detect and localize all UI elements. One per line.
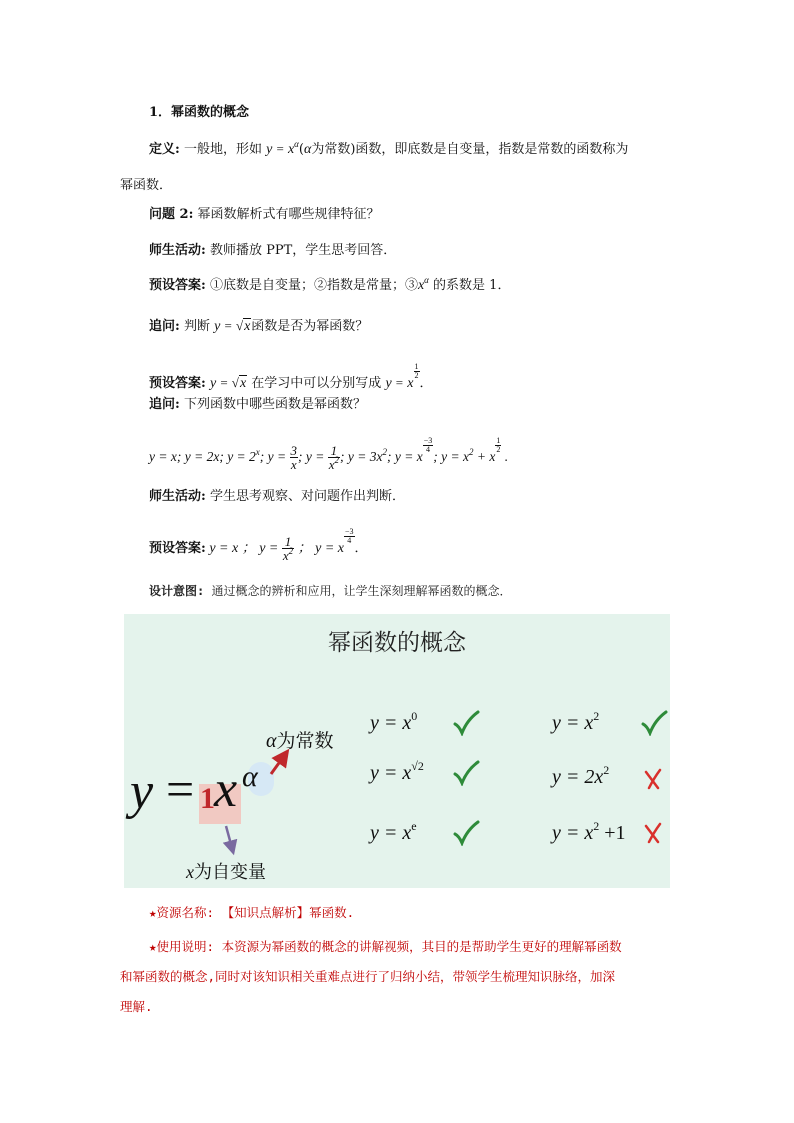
ans3-label: 预设答案:	[149, 541, 206, 556]
answer-3	[149, 528, 368, 564]
equation-x2: $y = x^2$	[552, 709, 600, 734]
usage-line-1: ★使用说明: 本资源为幂函数的概念的讲解视频，其目的是帮助学生更好的理解幂函数	[149, 939, 622, 954]
follow1-text: 判断	[179, 319, 210, 334]
design-text: 通过概念的辨析和应用，让学生深刻理解幂函数的概念．	[204, 584, 512, 598]
ans2-eq2: =	[395, 375, 404, 390]
def-y: y	[266, 142, 273, 157]
q2-text: 幂函数解析式有哪些规律特征？	[193, 207, 380, 222]
sqrt-symbol: √x	[235, 318, 251, 334]
check-icon	[452, 820, 480, 846]
act2-text: 学生思考观察、对问题作出判断．	[205, 489, 405, 504]
func-8: ; $y = x^2 + x$ $\frac{1}{2}$	[433, 436, 501, 464]
answer-1	[149, 277, 510, 295]
ans1-tail: 的系数是 1．	[428, 278, 511, 293]
check-icon	[452, 760, 480, 786]
func-end: .	[501, 449, 509, 464]
definition-line	[149, 140, 628, 159]
ans2-y2: y	[385, 376, 392, 391]
ans2-mid: 在学习中可以分别写成	[247, 376, 382, 391]
activity-2	[149, 488, 405, 506]
big-equals: =	[166, 761, 195, 817]
func-4: ; y = $\frac{3}{x}$	[259, 443, 298, 473]
equation-2x2: $y = 2x^2$	[552, 763, 610, 788]
equation-xe: $y = x^e$	[370, 819, 417, 844]
follow1-tail: 函数是否为幂函数？	[251, 319, 369, 334]
follow-up-2	[149, 396, 366, 414]
ans2-label: 预设答案:	[149, 376, 206, 391]
equation-x0: $y = x^0$	[370, 709, 418, 734]
annotation-arrows	[124, 614, 670, 888]
function-list	[149, 437, 508, 472]
ans2-end: ．	[419, 376, 433, 391]
lecture-slide	[124, 614, 670, 888]
func-2: y = 2x;	[181, 449, 224, 464]
activity-1	[149, 242, 396, 260]
design-intent	[149, 582, 511, 600]
ans1-text: ①底数是自变量；②指数是常量；③	[205, 278, 418, 293]
follow2-text: 下列函数中哪些函数是幂函数？	[179, 397, 366, 412]
design-label: 设计意图:	[149, 584, 205, 598]
big-y: y	[130, 763, 154, 820]
ans2-sqrt: √x	[231, 375, 247, 391]
alpha-arrow	[271, 756, 284, 774]
ans3-a3: ； y = x $\frac{-3}{4}$	[294, 527, 354, 556]
follow2-label: 追问:	[149, 397, 180, 412]
func-1: y = x;	[149, 449, 182, 464]
resource-name: ★资源名称: 【知识点解析】幂函数.	[149, 905, 355, 920]
cross-icon	[640, 820, 668, 846]
equation-x-sqrt2: $y = x^{√2}$	[370, 759, 424, 784]
big-one: 1	[200, 782, 215, 815]
usage-line-3: 理解.	[120, 999, 153, 1014]
func-6: ; $y = 3x^2$	[340, 447, 388, 464]
func-3: $y = 2^x$	[223, 447, 260, 464]
ans2-x2: x	[407, 376, 414, 391]
definition-pre: 一般地，形如	[179, 142, 262, 157]
ans3-a2: y = $\frac{1}{x^2}$	[255, 534, 294, 564]
def-eq: =	[276, 141, 284, 156]
follow1-eq: =	[224, 318, 232, 333]
ans2-exponent: $\frac{1}{2}$	[414, 362, 419, 380]
act2-label: 师生活动:	[149, 489, 206, 504]
ans2-eq: =	[220, 375, 228, 390]
question-2	[149, 206, 380, 224]
check-icon	[452, 710, 480, 736]
ans3-end: ．	[354, 541, 368, 556]
follow1-label: 追问:	[149, 319, 180, 334]
definition-label: 定义:	[149, 142, 180, 157]
follow-up-1	[149, 317, 368, 336]
section-heading: 1．幂函数的概念	[149, 105, 250, 120]
follow1-y: y	[214, 319, 221, 334]
q2-label: 问题 2:	[149, 207, 194, 222]
func-7: ; y = x $\frac{-3}{4}$	[387, 436, 433, 464]
func-5: ; y = $\frac{1}{x^2}$	[298, 443, 340, 473]
def-paren-rest: 为常数)函数，即底数是自变量，指数是常数的函数称为	[311, 142, 629, 157]
ans1-label: 预设答案:	[149, 278, 206, 293]
ans3-a1: y = x ；	[205, 541, 256, 556]
check-icon	[640, 710, 668, 736]
cross-icon	[640, 766, 668, 792]
definition-continuation: 幂函数．	[120, 178, 173, 193]
def-alpha: α	[294, 139, 299, 149]
ans2-y: y	[209, 376, 217, 391]
def-x: x	[287, 142, 295, 157]
ans1-alpha: α	[424, 275, 429, 285]
big-x: x	[214, 761, 238, 818]
equation-x2-plus-1: $y = x^2 +1$	[552, 819, 626, 844]
def-paren-open: (	[298, 142, 304, 157]
act1-text: 教师播放 PPT，学生思考回答．	[205, 243, 397, 258]
x-arrow	[226, 826, 232, 848]
act1-label: 师生活动:	[149, 243, 206, 258]
alpha-annotation: α为常数	[266, 730, 334, 752]
big-alpha: α	[242, 760, 258, 793]
slide-title: 幂函数的概念	[328, 630, 466, 656]
usage-line-2: 和幂函数的概念,同时对该知识相关重难点进行了归纳小结，带领学生梳理知识脉络，加深	[120, 969, 616, 984]
x-annotation: x为自变量	[186, 862, 266, 883]
answer-2	[149, 363, 433, 393]
ans1-x: x	[417, 278, 425, 293]
def-paren-alpha: α	[303, 142, 312, 157]
